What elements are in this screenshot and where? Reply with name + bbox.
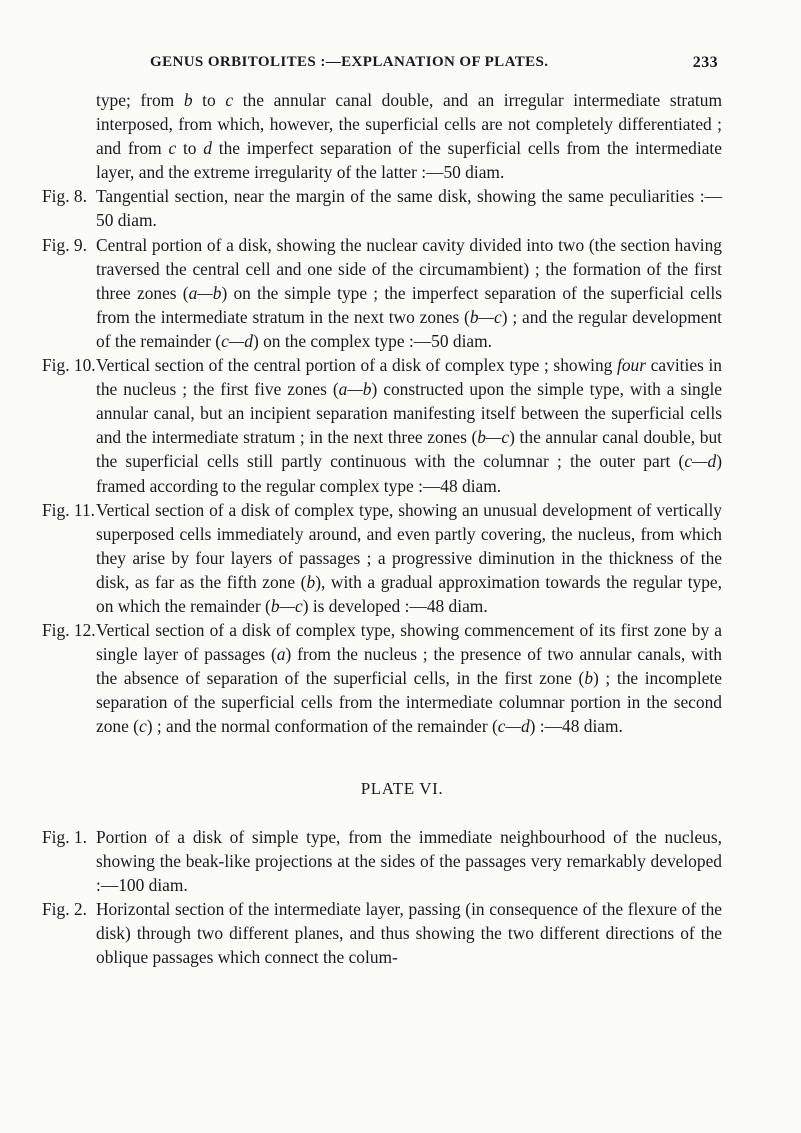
letter-ref: c	[168, 138, 177, 159]
figure-entry	[42, 825, 722, 897]
figure-label: Fig. 11.	[42, 499, 95, 520]
running-head-title: GENUS ORBITOLITES :—EXPLANATION OF PLATES.	[150, 54, 549, 70]
text-run: type; from	[96, 90, 184, 110]
figure-entry	[42, 353, 722, 498]
figure-entry	[42, 233, 722, 353]
figure-entry	[42, 498, 722, 618]
letter-ref: b	[584, 668, 594, 689]
text-run: ) :—48 diam.	[529, 716, 623, 737]
letter-ref: c—d	[497, 716, 530, 737]
figure-entry	[42, 184, 722, 232]
figure-label: Fig. 12.	[42, 620, 96, 641]
letter-ref: a	[276, 644, 286, 665]
figure-label: Fig. 8.	[42, 186, 87, 207]
letter-ref: b	[306, 571, 316, 592]
text-run: Vertical section of a disk of complex type, showing an unusual development of vertically superposed cells immediately around, and even partly covering, the nucleus, from which they arise by four layers of passages ; a progressive diminution in the thickness of the disk, as far as the fifth zone (	[96, 499, 722, 592]
letter-ref: c	[138, 716, 147, 737]
figure-entry	[42, 897, 722, 969]
figure-entry	[42, 618, 722, 738]
text-run: cavities in the nucleus ; the first five zones (	[96, 355, 722, 400]
figure-description: Portion of a disk of simple type, from the immediate neighbourhood of the nucleus, showing the beak-like projections at the sides of the passages very remarkably developed :—100 diam.	[96, 826, 722, 895]
explanation-text	[42, 88, 722, 969]
text-run: ) framed according to the regular complex type :—48 diam.	[96, 451, 722, 496]
figure-description: Tangential section, near the margin of the same disk, showing the same peculiarities :—50 diam.	[96, 186, 722, 231]
emphasis: four	[617, 355, 647, 376]
plate-heading: PLATE VI.	[360, 778, 444, 798]
text-run: ) ; and the normal conformation of the remainder (	[146, 716, 498, 737]
figure-description: Horizontal section of the intermediate layer, passing (in consequence of the flexure of the disk) through two different planes, and thus showing the two different directions of the oblique passages which connect the colum-	[96, 898, 722, 968]
letter-ref: b—c	[477, 427, 510, 448]
text-run: ) constructed upon the simple type, with a single annular canal, but an incipient separation manifesting itself between the superficial cells and the intermediate stratum ; in the next three zones (	[96, 379, 722, 448]
text-run: ) ; and the regular development of the remainder (	[96, 306, 722, 351]
letter-ref: c—d	[684, 451, 717, 472]
running-head	[150, 54, 718, 76]
figure-label: Fig. 2.	[42, 898, 87, 919]
figure-label: Fig. 1.	[42, 826, 87, 847]
letter-ref: a—b	[188, 282, 222, 303]
letter-ref: c	[225, 90, 234, 110]
continued-paragraph	[96, 88, 722, 184]
letter-ref: b—c	[469, 306, 502, 327]
text-run: the annular canal double, and an irregular intermediate stratum interposed, from which, however, the superficial cells are not completely differentiated ; and from	[96, 90, 722, 159]
text-run: ) is developed :—48 diam.	[302, 595, 488, 616]
text-run: Vertical section of the central portion of a disk of complex type ; showing	[96, 355, 618, 376]
letter-ref: b—c	[270, 595, 303, 616]
letter-ref: a—b	[338, 379, 372, 400]
text-run: ), with a gradual approximation towards the regular type, on which the remainder (	[96, 571, 722, 616]
text-run: ) ; the incomplete separation of the superficial cells from the intermediate columnar portion in the second zone (	[96, 668, 722, 737]
letter-ref: d	[203, 138, 212, 159]
text-run: ) on the simple type ; the imperfect separation of the superficial cells from the intermediate stratum in the next two zones (	[96, 282, 722, 327]
text-run: ) the annular canal double, but the superficial cells still partly continuous with the columnar ; the outer part (	[96, 427, 722, 472]
text-run: ) from the nucleus ; the presence of two annular canals, with the absence of separation of the superficial cells, in the first zone (	[96, 644, 722, 689]
letter-ref: c—d	[221, 330, 253, 351]
text-run: to	[176, 138, 204, 159]
figure-label: Fig. 9.	[42, 234, 87, 255]
text-run: ) on the complex type :—50 diam.	[252, 330, 493, 351]
text-run: Central portion of a disk, showing the nuclear cavity divided into two (the section having traversed the central cell and one side of the circumambient) ; the formation of the first three zones (	[96, 234, 722, 303]
figure-label: Fig. 10.	[42, 355, 96, 376]
text-run: to	[192, 90, 226, 110]
text-run: the imperfect separation of the superficial cells from the intermediate layer, and the extreme irregularity of the latter :—50 diam.	[96, 138, 722, 183]
letter-ref: b	[183, 90, 193, 110]
page-number: 233	[692, 54, 718, 71]
text-run: Vertical section of a disk of complex type, showing commencement of its first zone by a single layer of passages (	[96, 620, 722, 665]
